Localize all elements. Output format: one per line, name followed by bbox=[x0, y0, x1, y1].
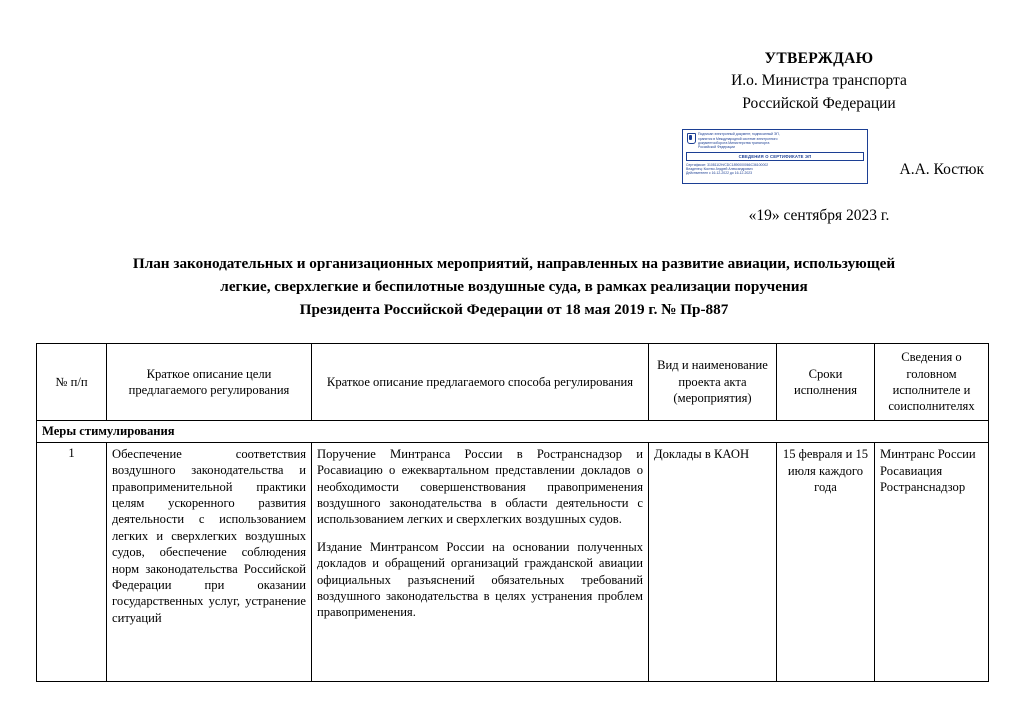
section-label: Меры стимулирования bbox=[37, 421, 989, 443]
coat-of-arms-icon bbox=[686, 132, 695, 143]
column-header-act: Вид и наименование проекта акта (мероприятия) bbox=[649, 344, 777, 421]
stamp-org-line3: документооборота Министерства транспорта bbox=[698, 140, 770, 145]
stamp-org-line4: Российской Федерации bbox=[698, 144, 735, 149]
column-header-deadline: Сроки исполнения bbox=[777, 344, 875, 421]
approval-date: «19» сентября 2023 г. bbox=[748, 207, 890, 225]
column-header-method: Краткое описание предлагаемого способа регулирования bbox=[312, 344, 649, 421]
cell-number: 1 bbox=[37, 443, 107, 682]
title-line-1: План законодательных и организационных мероприятий, направленных на развитие авиации, использующей bbox=[132, 255, 896, 272]
table-header-row bbox=[37, 344, 989, 421]
stamp-title: СВЕДЕНИЯ О СЕРТИФИКАТЕ ЭП bbox=[686, 152, 864, 161]
electronic-signature-stamp bbox=[682, 129, 868, 184]
cell-method bbox=[312, 443, 649, 682]
title-line-2: легкие, сверхлегкие и беспилотные воздушные суда, в рамках реализации поручения bbox=[220, 278, 808, 296]
column-header-number: № п/п bbox=[37, 344, 107, 421]
signer-name: А.А. Костюк bbox=[899, 161, 984, 179]
cell-goal: Обеспечение соответствия воздушного законодательства и правоприменительной практики целям ускоренного развития деятельности с использованием легких и сверхлегких воздушных судов, обеспечение соблюдения норм законодательства Российской Федерации при оказании государственных услуг, устранение ситуаций bbox=[107, 443, 312, 682]
column-header-executors: Сведения о головном исполнителе и соисполнителях bbox=[875, 344, 989, 421]
cell-deadline: 15 февраля и 15 июля каждого года bbox=[777, 443, 875, 682]
stamp-validity: Действителен с 16-12-2022 до 16-12-2023 bbox=[686, 171, 753, 176]
approval-block bbox=[654, 48, 984, 228]
title-line-3: Президента Российской Федерации от 18 мая 2019 г. № Пр-887 bbox=[299, 301, 729, 319]
signature-row bbox=[654, 129, 984, 187]
stamp-org-line1: Подписан электронный документ, подписанный ЭП, bbox=[698, 132, 780, 137]
stamp-org-line2: хранится в Международной системе электронного bbox=[698, 136, 778, 141]
plan-table bbox=[36, 343, 989, 682]
approval-position-line1: И.о. Министра транспорта bbox=[731, 72, 907, 90]
stamp-owner: Владелец: Костюк Андрей Александрович bbox=[686, 167, 753, 172]
stamp-certificate: Сертификат: 310811I2H/CDC1890000066C36100002 bbox=[686, 163, 769, 168]
cell-method-paragraph-2: Издание Минтрансом России на основании полученных докладов и обращений организаций гражданской авиации официальных разъяснений обязательных требований воздушного законодательства в целях устранения проблем правоприменения. bbox=[317, 539, 643, 620]
cell-executors: Минтранс России Росавиация Ространснадзор bbox=[875, 443, 989, 682]
column-header-goal: Краткое описание цели предлагаемого регулирования bbox=[107, 344, 312, 421]
page-title bbox=[72, 252, 956, 321]
table-section-row bbox=[37, 421, 989, 443]
cell-act: Доклады в КАОН bbox=[649, 443, 777, 682]
table-row bbox=[37, 443, 989, 682]
approval-heading: УТВЕРЖДАЮ bbox=[764, 50, 874, 67]
cell-method-paragraph-1: Поручение Минтранса России в Ространснадзор и Росавиацию о ежеквартальном представлении докладов о необходимости совершенствования правоприменения воздушного законодательства в области деятельности с использованием легких и сверхлегких воздушных судов. bbox=[317, 447, 643, 527]
approval-position-line2: Российской Федерации bbox=[742, 94, 896, 112]
